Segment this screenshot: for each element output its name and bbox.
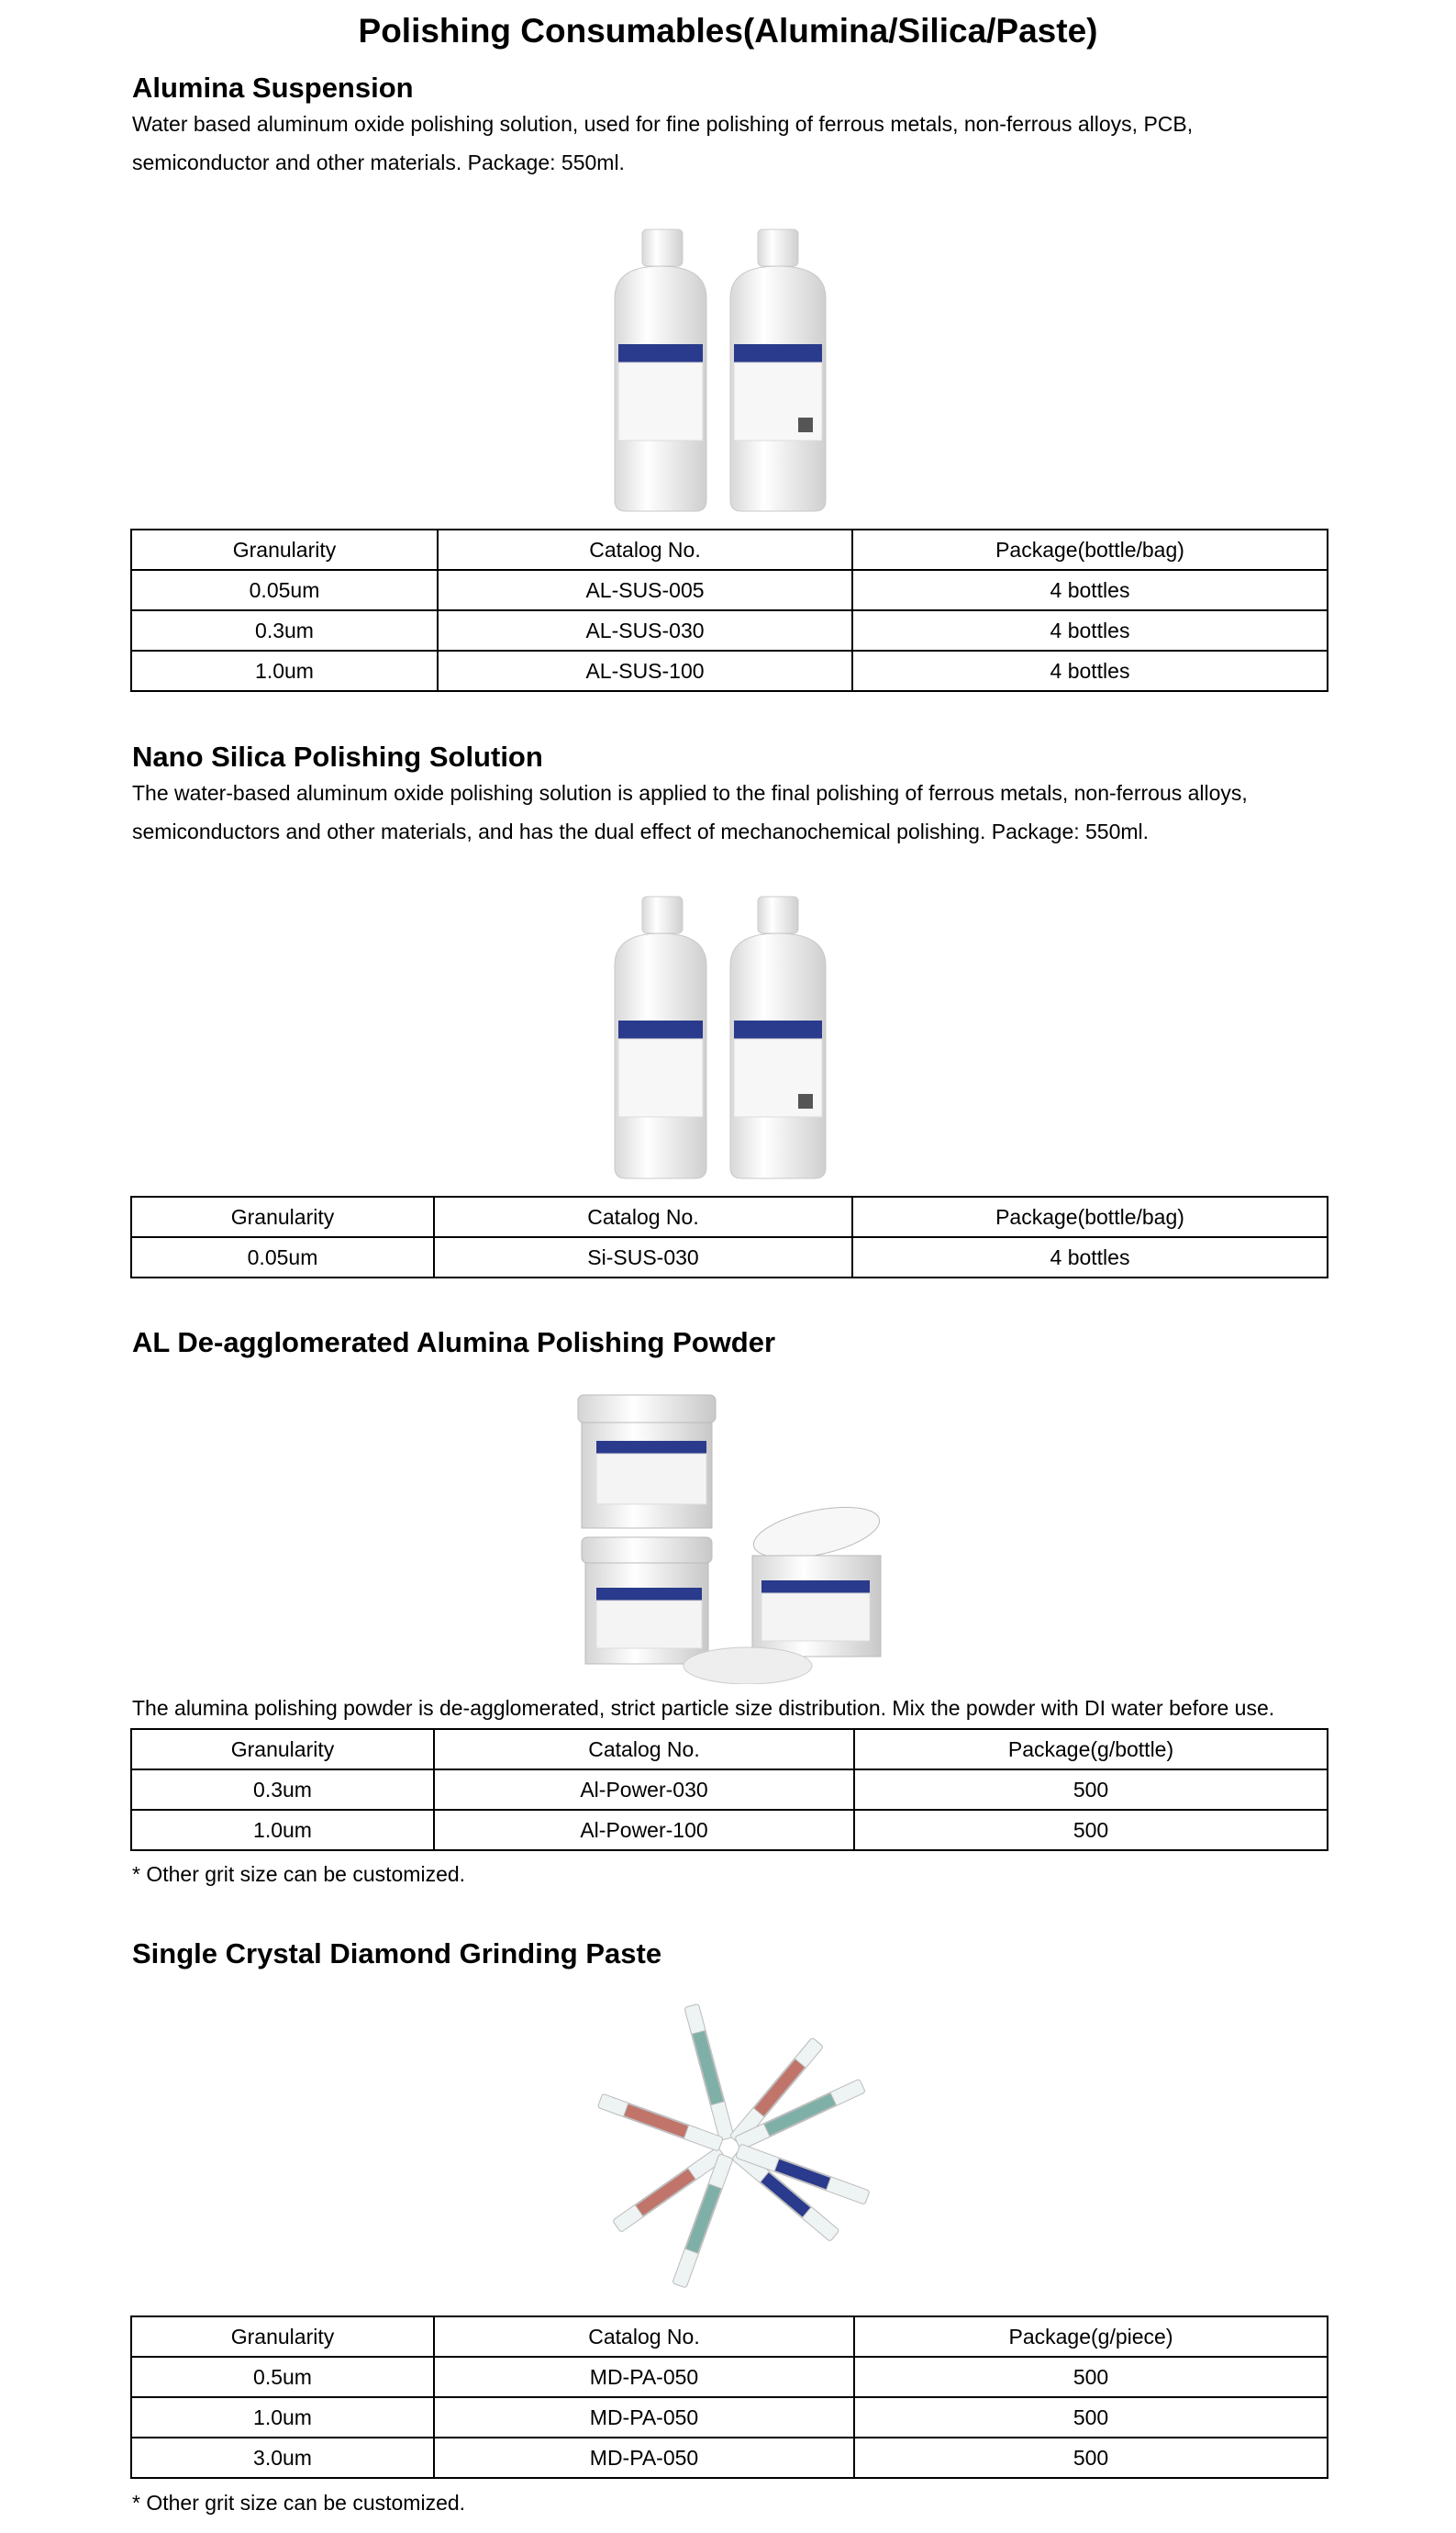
header-granularity: Granularity bbox=[131, 2316, 434, 2357]
cell-package: 4 bottles bbox=[852, 610, 1328, 651]
table-header-row bbox=[131, 2316, 1328, 2357]
table-row bbox=[131, 651, 1328, 691]
header-package: Package(bottle/bag) bbox=[852, 530, 1328, 570]
cell-catalog-no: Si-SUS-030 bbox=[434, 1237, 852, 1278]
cell-granularity: 0.3um bbox=[131, 610, 438, 651]
cell-package: 500 bbox=[854, 2397, 1328, 2438]
two-white-bottles-photo bbox=[606, 892, 862, 1181]
cell-catalog-no: MD-PA-050 bbox=[434, 2438, 854, 2478]
two-white-bottles-photo bbox=[606, 225, 862, 514]
cell-package: 4 bottles bbox=[852, 570, 1328, 610]
cell-package: 500 bbox=[854, 2357, 1328, 2397]
section-title-alumina-powder: AL De-agglomerated Alumina Polishing Powder bbox=[132, 1326, 776, 1358]
header-granularity: Granularity bbox=[131, 1729, 434, 1769]
nano-silica-table bbox=[130, 1196, 1328, 1278]
cell-granularity: 0.05um bbox=[131, 570, 438, 610]
table-row bbox=[131, 570, 1328, 610]
header-package: Package(g/piece) bbox=[854, 2316, 1328, 2357]
syringes-photo bbox=[555, 1973, 904, 2313]
table-header-row bbox=[131, 1729, 1328, 1769]
header-catalog-no: Catalog No. bbox=[434, 1729, 854, 1769]
cell-catalog-no: Al-Power-030 bbox=[434, 1769, 854, 1810]
bottles-illustration bbox=[606, 892, 862, 1181]
diamond-paste-table bbox=[130, 2315, 1328, 2479]
header-catalog-no: Catalog No. bbox=[434, 1197, 852, 1237]
cell-package: 4 bottles bbox=[852, 651, 1328, 691]
section-title-nano-silica: Nano Silica Polishing Solution bbox=[132, 741, 543, 773]
bottles-illustration bbox=[606, 225, 862, 514]
section-description: Water based aluminum oxide polishing solution, used for fine polishing of ferrous metals, non-ferrous alloys, PCB, semiconductor and other materials. Package: 550ml. bbox=[132, 112, 1194, 174]
header-catalog-no: Catalog No. bbox=[438, 530, 852, 570]
table-row bbox=[131, 1810, 1328, 1850]
cell-granularity: 0.3um bbox=[131, 1769, 434, 1810]
section-description: The alumina polishing powder is de-agglomerated, strict particle size distribution. Mix the powder with DI water before use. bbox=[132, 1696, 1275, 1720]
cell-catalog-no: Al-Power-100 bbox=[434, 1810, 854, 1850]
cell-catalog-no: AL-SUS-030 bbox=[438, 610, 852, 651]
cell-package: 500 bbox=[854, 1810, 1328, 1850]
cell-granularity: 3.0um bbox=[131, 2438, 434, 2478]
alumina-powder-table bbox=[130, 1728, 1328, 1851]
cell-package: 500 bbox=[854, 1769, 1328, 1810]
table-row bbox=[131, 2438, 1328, 2478]
table-row bbox=[131, 1237, 1328, 1278]
powder-jars-photo bbox=[569, 1386, 899, 1684]
section-description: The water-based aluminum oxide polishing solution is applied to the final polishing of ferrous metals, non-ferrous alloys, semiconductors and other materials, and has the dual effect of mechanochemical polishing. Package: 550ml. bbox=[132, 781, 1248, 843]
section-title-alumina-suspension: Alumina Suspension bbox=[132, 72, 414, 104]
cell-granularity: 0.5um bbox=[131, 2357, 434, 2397]
header-catalog-no: Catalog No. bbox=[434, 2316, 854, 2357]
cell-package: 500 bbox=[854, 2438, 1328, 2478]
cell-granularity: 1.0um bbox=[131, 2397, 434, 2438]
header-granularity: Granularity bbox=[131, 1197, 434, 1237]
section-title-diamond-paste: Single Crystal Diamond Grinding Paste bbox=[132, 1937, 662, 1969]
page-title: Polishing Consumables(Alumina/Silica/Paste) bbox=[358, 12, 1098, 50]
cell-package: 4 bottles bbox=[852, 1237, 1328, 1278]
cell-granularity: 1.0um bbox=[131, 651, 438, 691]
customization-note: * Other grit size can be customized. bbox=[132, 1862, 466, 1886]
header-package: Package(bottle/bag) bbox=[852, 1197, 1328, 1237]
cell-catalog-no: AL-SUS-005 bbox=[438, 570, 852, 610]
cell-granularity: 0.05um bbox=[131, 1237, 434, 1278]
cell-catalog-no: AL-SUS-100 bbox=[438, 651, 852, 691]
table-row bbox=[131, 2357, 1328, 2397]
header-package: Package(g/bottle) bbox=[854, 1729, 1328, 1769]
alumina-suspension-table bbox=[130, 529, 1328, 692]
table-header-row bbox=[131, 530, 1328, 570]
cell-granularity: 1.0um bbox=[131, 1810, 434, 1850]
header-granularity: Granularity bbox=[131, 530, 438, 570]
cell-catalog-no: MD-PA-050 bbox=[434, 2397, 854, 2438]
table-row bbox=[131, 610, 1328, 651]
table-row bbox=[131, 1769, 1328, 1810]
table-header-row bbox=[131, 1197, 1328, 1237]
table-row bbox=[131, 2397, 1328, 2438]
jars-illustration bbox=[569, 1386, 899, 1684]
syringes-illustration bbox=[555, 1973, 904, 2313]
customization-note: * Other grit size can be customized. bbox=[132, 2491, 466, 2515]
cell-catalog-no: MD-PA-050 bbox=[434, 2357, 854, 2397]
